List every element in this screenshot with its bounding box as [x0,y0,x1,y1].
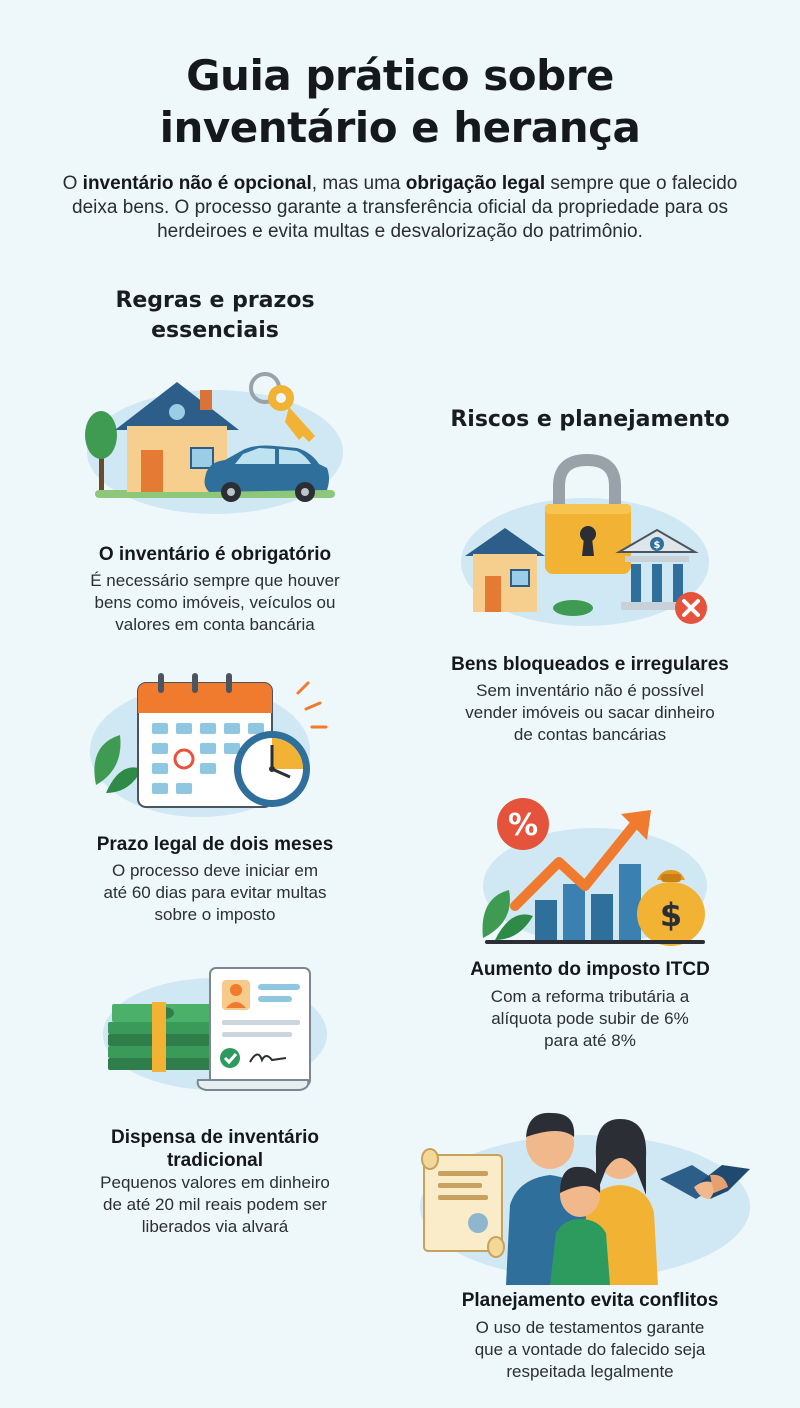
card-text-line: de até 20 mil reais podem ser [103,1195,327,1214]
card-text-line: alíquota pode subir de 6% [491,1009,689,1028]
title-line-2: inventário e herança [159,103,641,152]
card-text-tax [415,986,765,1052]
card-text-line: bens como imóveis, veículos ou [94,593,336,612]
card-text-blocked [415,680,765,746]
title-line-1: Guia prático sobre [186,51,614,100]
svg-text:$: $ [653,540,661,551]
card-text-line: O processo deve iniciar em [112,861,318,880]
card-text-line: que a vontade do falecido seja [474,1340,706,1359]
card-text-line: valores em conta bancária [115,615,315,634]
intro-text-1: O [62,173,83,194]
page-title [0,50,800,154]
card-text-line: Pequenos valores em dinheiro [100,1173,330,1192]
card-text-planning [415,1317,765,1383]
card-text-line: sobre o imposto [154,905,276,924]
rising-chart-money-icon [475,790,715,950]
section-title-risks: Riscos e planejamento [450,407,730,432]
money-bag-symbol: $ [659,896,683,934]
card-text-mandatory [45,570,385,636]
card-title-exemption [55,1126,375,1172]
card-text-line: É necessário sempre que houver [90,571,340,590]
card-title-planning: Planejamento evita conflitos [461,1290,719,1311]
section-title-rules [60,286,370,346]
intro-bold-1: inventário não é opcional [82,173,312,194]
card-text-line: Com a reforma tributária a [490,987,690,1006]
padlock-house-bank-icon [455,452,715,632]
card-text-line: para até 8% [544,1031,636,1050]
family-will-handshake-icon [410,1095,760,1285]
house-car-key-icon [75,360,345,520]
card-title-exemption-line2: tradicional [166,1150,264,1171]
card-text-line: de contas bancárias [513,725,667,744]
card-text-line: Sem inventário não é possível [476,681,704,700]
card-title-tax: Aumento do imposto ITCD [470,959,710,980]
money-document-icon [90,962,340,1097]
calendar-clock-icon [80,665,330,825]
intro-bold-2: obrigação legal [405,173,546,194]
card-text-line: liberados via alvará [141,1217,289,1236]
card-text-exemption [45,1172,385,1238]
percent-badge-text: % [507,808,539,843]
intro-paragraph [60,172,740,244]
card-title-blocked: Bens bloqueados e irregulares [451,654,729,675]
card-text-line: respeitada legalmente [506,1362,674,1381]
section-title-rules-line1: Regras e prazos [115,288,315,313]
card-text-line: vender imóveis ou sacar dinheiro [465,703,715,722]
card-text-line: até 60 dias para evitar multas [103,883,327,902]
section-title-rules-line2: essenciais [151,318,279,343]
intro-text-3: sempre que o falecido deixa bens. O processo garante a transferência oficial da propriedade para os herdeiroes e evita multas e desvalorização do patrimônio. [72,173,738,242]
card-text-deadline [45,860,385,926]
card-title-exemption-line1: Dispensa de inventário [110,1127,319,1148]
card-text-line: O uso de testamentos garante [475,1318,705,1337]
card-title-deadline: Prazo legal de dois meses [96,834,334,855]
card-title-mandatory: O inventário é obrigatório [98,544,332,565]
intro-text-2: , mas uma [311,173,406,194]
